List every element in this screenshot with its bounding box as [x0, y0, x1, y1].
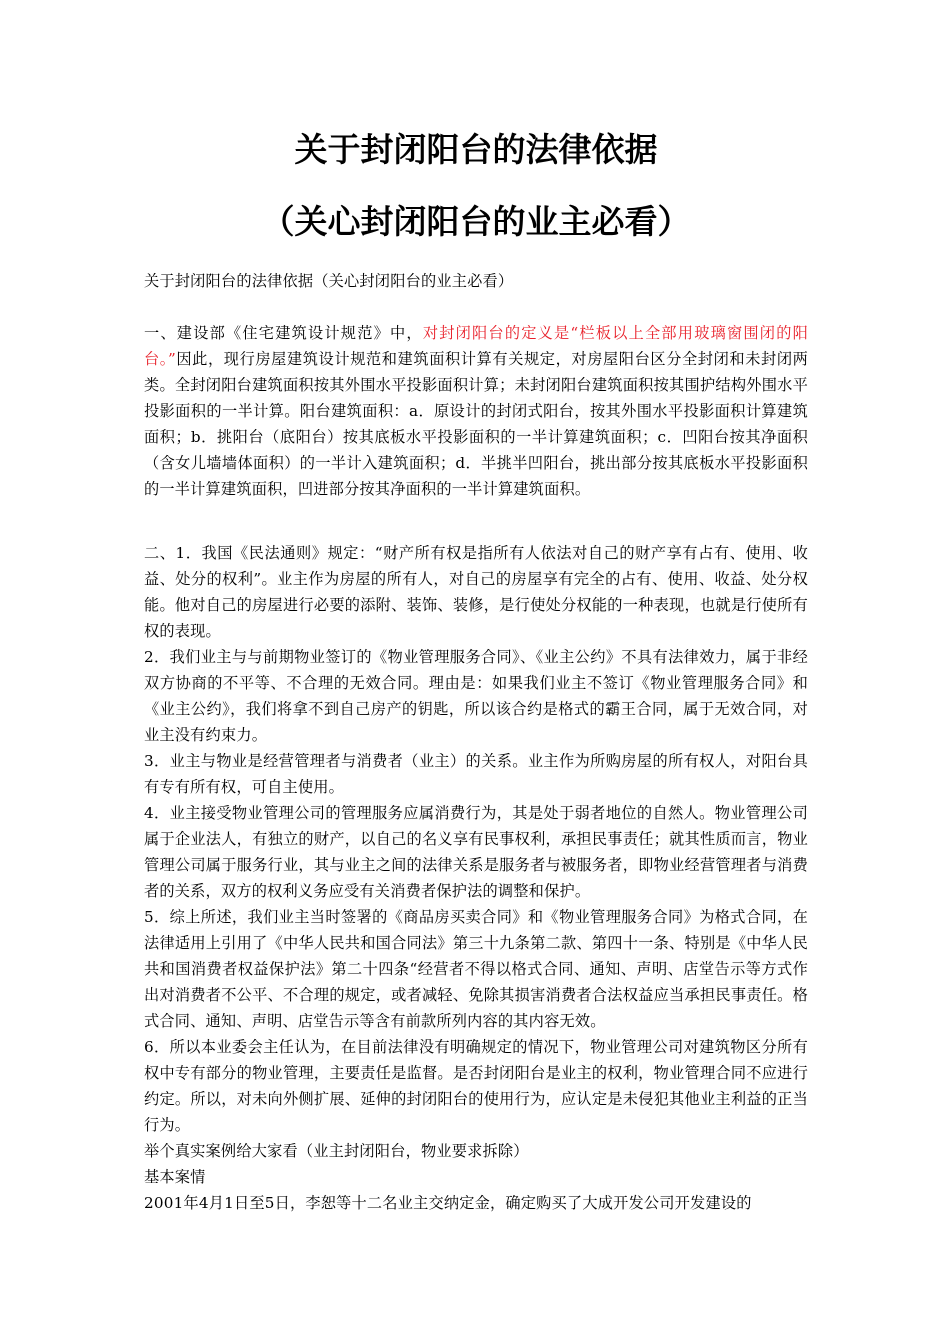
section-2-item-4: 4．业主接受物业管理公司的管理服务应属消费行为，其是处于弱者地位的自然人。物业管理公司属于企业法人，有独立的财产，以自己的名义享有民事权利，承担民事责任；就其性质而言，物业管理公司属于服务行业，其与业主之间的法律关系是服务者与被服务者，即物业经营管理者与消费者的关系，双方的权利义务应受有关消费者保护法的调整和保护。: [144, 804, 808, 900]
intro-paragraph: [144, 268, 808, 294]
section-2-item-5: 5．综上所述，我们业主当时签署的《商品房买卖合同》和《物业管理服务合同》为格式合同，在法律适用上引用了《中华人民共和国合同法》第三十九条第二款、第四十一条、特别是《中华人民共和国消费者权益保护法》第二十四条“经营者不得以格式合同、通知、声明、店堂告示等方式作出对消费者不公平、不合理的规定，或者减轻、免除其损害消费者合法权益应当承担民事责任。格式合同、通知、声明、店堂告示等含有前款所列内容的其内容无效。: [144, 908, 808, 1030]
section-2-item-2: 2．我们业主与与前期物业签订的《物业管理服务合同》、《业主公约》不具有法律效力，属于非经双方协商的不平等、不合理的无效合同。理由是：如果我们业主不签订《物业管理服务合同》和《业主公约》，我们将拿不到自己房产的钥匙，所以该合约是格式的霸王合同，属于无效合同，对业主没有约束力。: [144, 648, 808, 744]
section-2-item-1: 二、1．我国《民法通则》规定：“财产所有权是指所有人依法对自己的财产享有占有、使用、收益、处分的权利”。业主作为房屋的所有人，对自己的房屋享有完全的占有、使用、收益、处分权能。他对自己的房屋进行必要的添附、装饰、装修，是行使处分权能的一种表现，也就是行使所有权的表现。: [144, 544, 808, 640]
intro-text: 关于封闭阳台的法律依据（关心封闭阳台的业主必看）: [144, 272, 514, 290]
case-section: [144, 1138, 808, 1216]
section-2-item-6: 6．所以本业委会主任认为，在目前法律没有明确规定的情况下，物业管理公司对建筑物区分所有权中专有部分的物业管理，主要责任是监督。是否封闭阳台是业主的权利，物业管理合同不应进行约定。所以，对未向外侧扩展、延伸的封闭阳台的使用行为，应认定是未侵犯其他业主利益的正当行为。: [144, 1038, 808, 1134]
document-title: 关于封闭阳台的法律依据: [294, 130, 658, 169]
case-text: 2001年4月1日至5日，李恕等十二名业主交纳定金，确定购买了大成开发公司开发建设的: [144, 1194, 752, 1212]
case-heading: 举个真实案例给大家看（业主封闭阳台，物业要求拆除）: [144, 1142, 529, 1160]
section-2: [144, 540, 808, 1138]
section-1-paragraph: [144, 320, 808, 502]
section-1-lead: 一、建设部《住宅建筑设计规范》中，: [144, 324, 423, 342]
document-subtitle: （关心封闭阳台的业主必看）: [261, 202, 691, 241]
section-1-highlight: 对封闭阳台的定义是“栏板以上全部用玻璃窗围闭的阳台。”: [144, 324, 808, 368]
case-subheading: 基本案情: [144, 1168, 206, 1186]
section-1: [144, 320, 808, 502]
section-2-item-3: 3．业主与物业是经营管理者与消费者（业主）的关系。业主作为所购房屋的所有权人，对阳台具有专有所有权，可自主使用。: [144, 752, 808, 796]
section-1-rest: 因此，现行房屋建筑设计规范和建筑面积计算有关规定，对房屋阳台区分全封闭和未封闭两类。全封闭阳台建筑面积按其外围水平投影面积计算；未封闭阳台建筑面积按其围护结构外围水平投影面积的一半计算。阳台建筑面积：a．原设计的封闭式阳台，按其外围水平投影面积计算建筑面积；b．挑阳台（底阳台）按其底板水平投影面积的一半计算建筑面积；c．凹阳台按其净面积（含女儿墙墙体面积）的一半计入建筑面积；d．半挑半凹阳台，挑出部分按其底板水平投影面积的一半计算建筑面积，凹进部分按其净面积的一半计算建筑面积。: [144, 350, 809, 498]
